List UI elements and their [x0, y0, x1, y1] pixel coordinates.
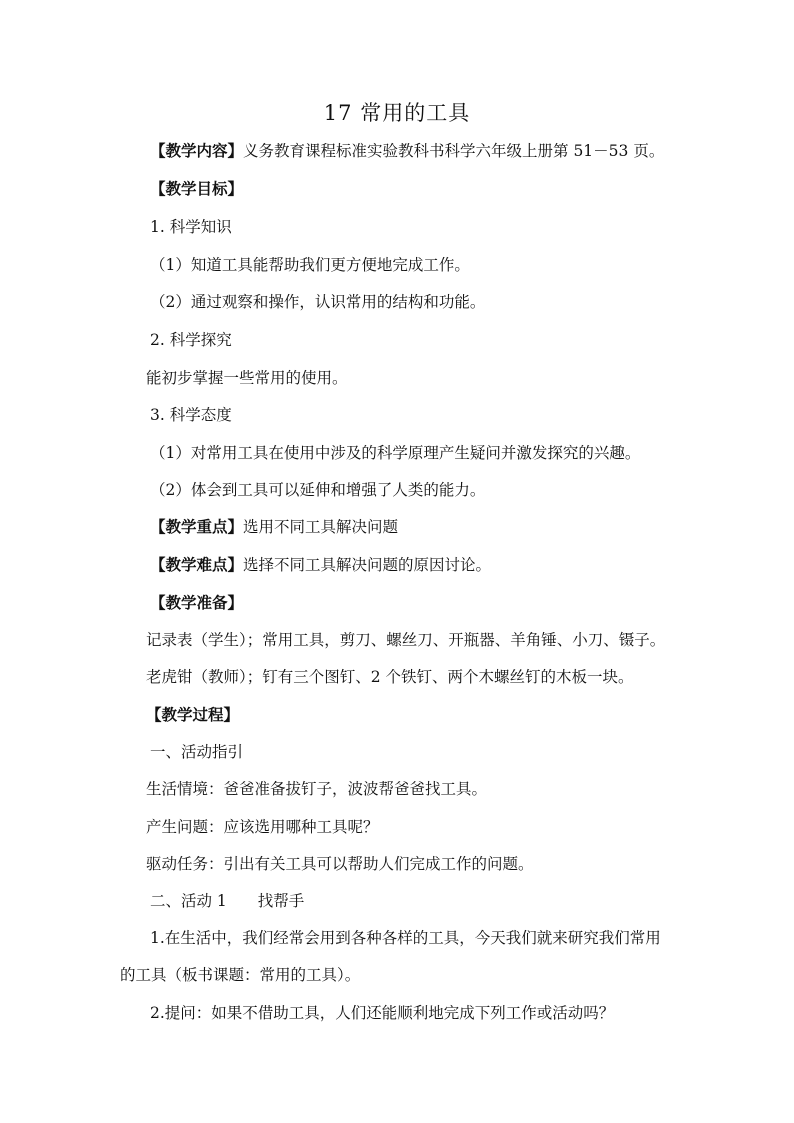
knowledge-item-1-num: （1） [150, 256, 191, 274]
attitude-item-2-text: 体会到工具可以延伸和增强了人类的能力。 [190, 481, 486, 499]
attitude-heading: 3. 科学态度 [150, 406, 232, 424]
knowledge-item-2-text: 通过观察和操作，认识常用的结构和功能。 [190, 293, 486, 311]
knowledge-item-1 [150, 253, 470, 277]
prep-line-1: 记录表（学生）；常用工具，剪刀、螺丝刀、开瓶器、羊角锤、小刀、镊子。 [146, 631, 666, 649]
page-title: 17 常用的工具 [323, 101, 471, 125]
prep-line-2: 老虎钳（教师）；钉有三个图钉、2 个铁钉、两个木螺丝钉的木板一块。 [146, 668, 634, 686]
section1-heading: 一、活动指引 [150, 743, 244, 761]
section2-paragraph-2: 2.提问：如果不借助工具，人们还能顺利地完成下列工作或活动吗？ [150, 1004, 615, 1022]
key-point-line [150, 515, 398, 539]
section2-heading: 二、活动 1 找帮手 [150, 892, 305, 910]
inquiry-text: 能初步掌握一些常用的使用。 [146, 369, 348, 387]
attitude-item-2-num: （2） [150, 481, 191, 499]
knowledge-item-2-num: （2） [150, 293, 191, 311]
key-point-label: 【教学重点】 [150, 517, 244, 536]
attitude-item-1-text: 对常用工具在使用中涉及的科学原理产生疑问并激发探究的兴趣。 [190, 444, 641, 462]
difficulty-text: 选择不同工具解决问题的原因讨论。 [243, 556, 492, 574]
attitude-item-1 [150, 441, 640, 465]
section1-situation: 生活情境：爸爸准备拔钉子，波波帮爸爸找工具。 [146, 780, 488, 798]
attitude-item-2 [150, 478, 485, 502]
section2-paragraph-1-line-1: 1.在生活中，我们经常会用到各种各样的工具，今天我们就来研究我们常用 [150, 929, 661, 947]
content-label: 【教学内容】 [150, 141, 244, 160]
knowledge-item-1-text: 知道工具能帮助我们更方便地完成工作。 [190, 256, 470, 274]
difficulty-line [150, 553, 491, 577]
knowledge-item-2 [150, 290, 485, 314]
section2-paragraph-1-line-2: 的工具（板书课题：常用的工具）。 [120, 966, 361, 984]
goals-label: 【教学目标】 [150, 179, 244, 198]
key-point-text: 选用不同工具解决问题 [243, 518, 399, 536]
difficulty-label: 【教学难点】 [150, 555, 244, 574]
section1-task: 驱动任务：引出有关工具可以帮助人们完成工作的问题。 [146, 855, 534, 873]
content-text: 义务教育课程标准实验教科书科学六年级上册第 51－53 页。 [243, 142, 665, 160]
inquiry-heading: 2. 科学探究 [150, 331, 232, 349]
content-line [150, 139, 664, 163]
process-label: 【教学过程】 [146, 705, 240, 724]
attitude-item-1-num: （1） [150, 444, 191, 462]
knowledge-heading: 1. 科学知识 [150, 218, 232, 236]
section1-problem: 产生问题：应该选用哪种工具呢？ [146, 818, 379, 836]
prep-label: 【教学准备】 [150, 593, 244, 612]
